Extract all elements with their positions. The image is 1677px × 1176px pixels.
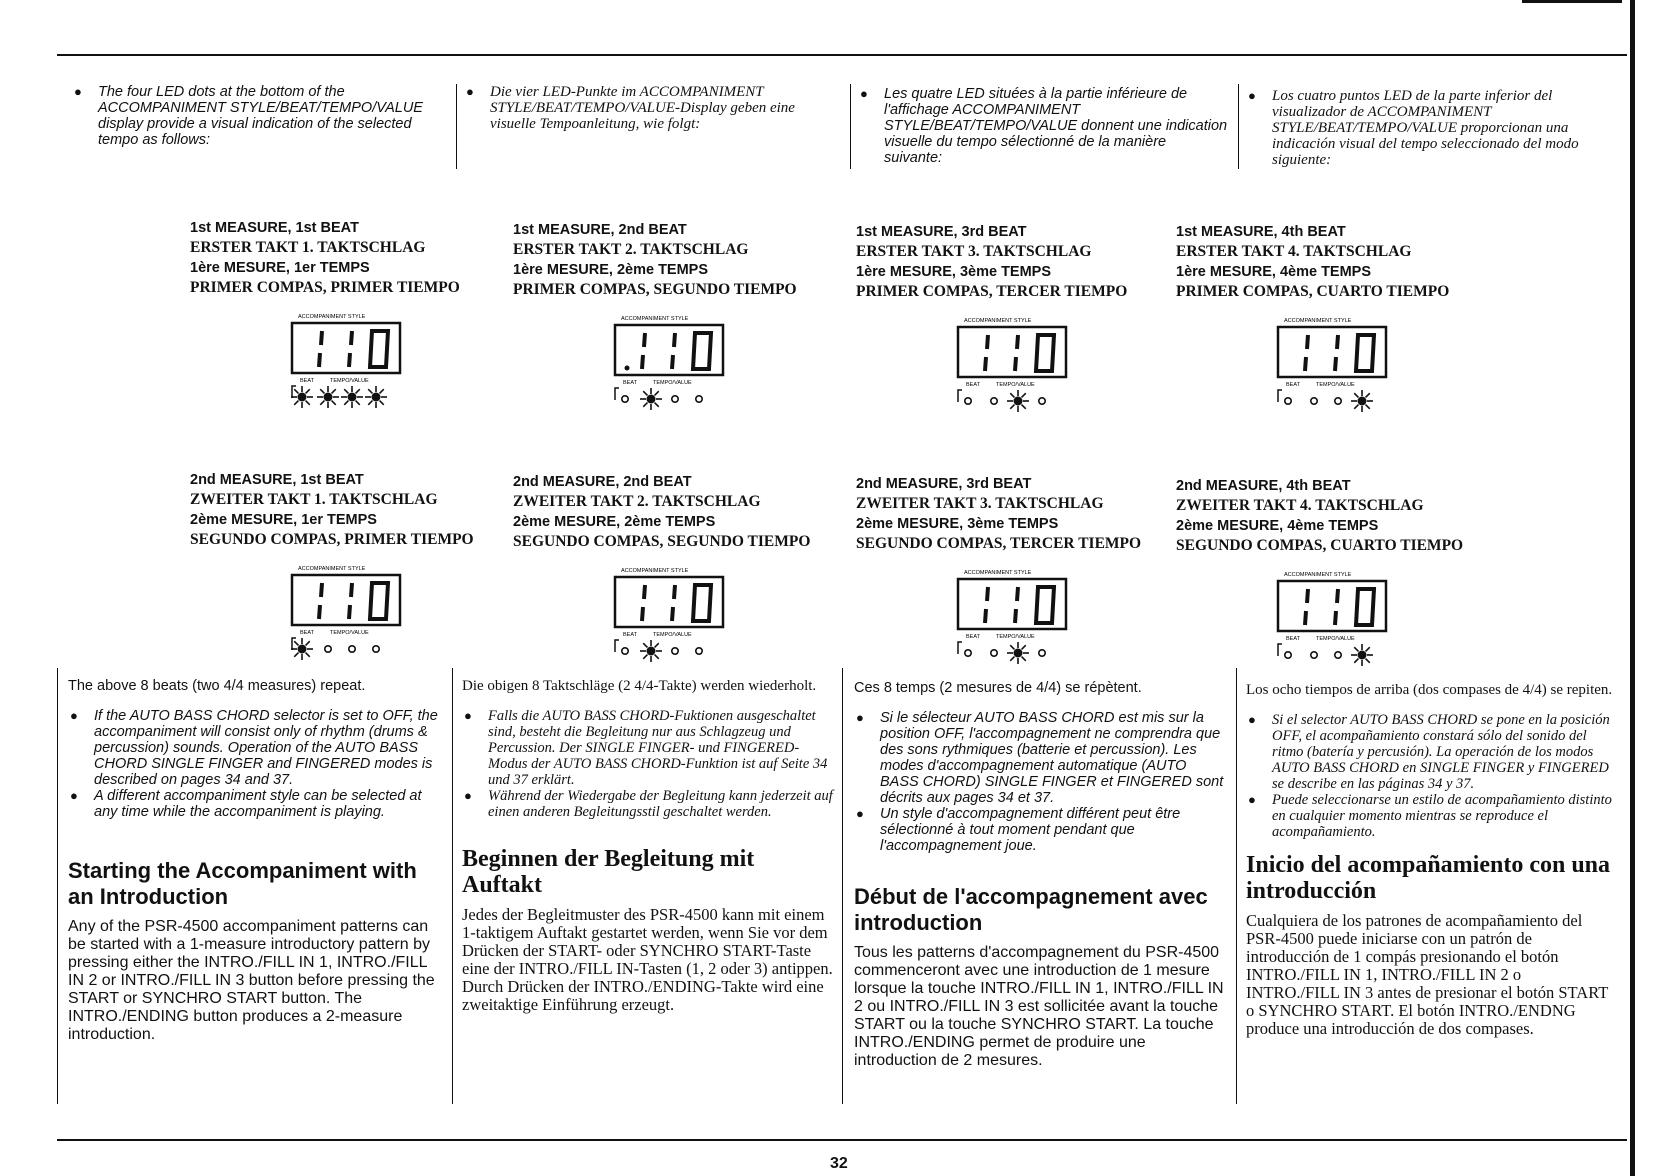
beat-caption bbox=[513, 472, 810, 552]
beat-caption-line: 1ère MESURE, 4ème TEMPS bbox=[1176, 264, 1372, 280]
led-display bbox=[613, 564, 753, 664]
tempo-label: TEMPO/VALUE bbox=[996, 634, 1035, 640]
led-lit bbox=[640, 388, 662, 410]
led-off bbox=[325, 646, 331, 652]
display-digit bbox=[1015, 335, 1018, 371]
top-rule bbox=[57, 54, 1627, 56]
display-digit bbox=[1305, 589, 1308, 625]
section-heading: Starting the Accompaniment with an Introduction bbox=[68, 858, 417, 909]
display-digit bbox=[985, 335, 988, 371]
beat-caption-line: 1ère MESURE, 2ème TEMPS bbox=[513, 262, 709, 278]
display-digit bbox=[1015, 587, 1018, 623]
led-lit bbox=[341, 386, 363, 408]
beat-bracket bbox=[615, 640, 619, 652]
display-digit bbox=[1356, 335, 1374, 371]
intro-fr bbox=[858, 86, 1228, 166]
beat-caption-line: SEGUNDO COMPAS, PRIMER TIEMPO bbox=[190, 531, 474, 548]
intro-text: ● The four LED dots at the bottom of the ACCOMPANIMENT STYLE/BEAT/TEMPO/VALUE display provide a visual indication of the selected tempo as follows: bbox=[72, 84, 450, 148]
led-display bbox=[290, 310, 430, 410]
beat-caption bbox=[856, 222, 1127, 302]
display-digit bbox=[642, 585, 645, 621]
column-de bbox=[462, 678, 834, 1014]
intro-separator bbox=[850, 84, 851, 169]
beat-caption-line: ZWEITER TAKT 2. TAKTSCHLAG bbox=[513, 493, 761, 510]
column-bullet: ● Puede seleccionarse un estilo de acompañamiento distinto en cualquier momento mientras se reproduce el acompañamiento. bbox=[1246, 792, 1616, 840]
beat-caption-line: ZWEITER TAKT 4. TAKTSCHLAG bbox=[1176, 497, 1424, 514]
led-lit bbox=[291, 386, 313, 408]
intro-en bbox=[72, 84, 450, 148]
column-en bbox=[68, 678, 444, 1044]
led-off bbox=[1311, 398, 1317, 404]
led-display bbox=[956, 566, 1096, 666]
led-off bbox=[1039, 398, 1045, 404]
intro-text: ● Les quatre LED situées à la partie inférieure de l'affichage ACCOMPANIMENT STYLE/BEAT/TEMPO/VALUE donnent une indication visuelle du tempo sélectionné de la manière suivante: bbox=[858, 86, 1228, 166]
led-off bbox=[1335, 652, 1341, 658]
led-display bbox=[1276, 314, 1416, 414]
beat-caption-line: 1st MEASURE, 4th BEAT bbox=[1176, 224, 1346, 240]
led-lit bbox=[291, 638, 313, 660]
led-lit bbox=[317, 386, 339, 408]
beat-caption bbox=[513, 220, 797, 300]
beat-label: BEAT bbox=[966, 634, 980, 640]
beat-caption-line: 2ème MESURE, 4ème TEMPS bbox=[1176, 518, 1379, 534]
display-digit bbox=[693, 585, 711, 621]
bottom-rule bbox=[57, 1139, 1627, 1141]
display-digit bbox=[349, 583, 352, 619]
led-off bbox=[965, 398, 971, 404]
led-display bbox=[1276, 568, 1416, 668]
section-heading: Début de l'accompagnement avec introduction bbox=[854, 884, 1208, 935]
beat-label: BEAT bbox=[966, 382, 980, 388]
display-label: ACCOMPANIMENT STYLE bbox=[298, 566, 366, 572]
beat-caption-line: 2nd MEASURE, 3rd BEAT bbox=[856, 476, 1032, 492]
beat-label: BEAT bbox=[300, 630, 314, 636]
display-label: ACCOMPANIMENT STYLE bbox=[964, 318, 1032, 324]
display-digit bbox=[1335, 335, 1338, 371]
section-heading: Beginnen der Begleitung mit Auftakt bbox=[462, 846, 755, 898]
intro-text: ● Los cuatro puntos LED de la parte inferior del visualizador de ACCOMPANIMENT STYLE/BEAT/TEMPO/VALUE proporcionan una indicación visual del tempo seleccionado del modo siguiente: bbox=[1246, 88, 1616, 168]
beat-caption-line: ZWEITER TAKT 1. TAKTSCHLAG bbox=[190, 491, 438, 508]
led-off bbox=[991, 398, 997, 404]
beat-caption-line: 2nd MEASURE, 2nd BEAT bbox=[513, 474, 692, 490]
display-label: ACCOMPANIMENT STYLE bbox=[298, 314, 366, 320]
section-body: Jedes der Begleitmuster des PSR-4500 kann mit einem 1-taktigem Auftakt gestartet werden, wenn Sie vor dem Drücken der START- oder SYNCHRO START-Taste eine der INTRO./FILL IN-Tasten (1, 2 oder 3) antippen. Durch Drücken der INTRO./ENDING-Takte wird eine zweitaktige Einführung erzeugt. bbox=[462, 905, 833, 1014]
beat-caption-line: ERSTER TAKT 4. TAKTSCHLAG bbox=[1176, 243, 1412, 260]
beat-caption-line: ERSTER TAKT 2. TAKTSCHLAG bbox=[513, 241, 749, 258]
tempo-label: TEMPO/VALUE bbox=[330, 378, 369, 384]
display-digit bbox=[319, 583, 322, 619]
display-digit bbox=[370, 331, 388, 367]
led-off bbox=[373, 646, 379, 652]
beat-caption-line: PRIMER COMPAS, CUARTO TIEMPO bbox=[1176, 283, 1450, 300]
page-number: 32 bbox=[830, 1155, 848, 1172]
led-off bbox=[622, 396, 628, 402]
led-off bbox=[672, 396, 678, 402]
beat-bracket bbox=[958, 390, 962, 402]
beat-caption-line: 2ème MESURE, 1er TEMPS bbox=[190, 512, 377, 528]
display-digit bbox=[672, 585, 675, 621]
led-off bbox=[696, 396, 702, 402]
led-off bbox=[1039, 650, 1045, 656]
led-off bbox=[1335, 398, 1341, 404]
top-right-rule bbox=[1522, 0, 1622, 3]
led-off bbox=[1285, 398, 1291, 404]
beat-label: BEAT bbox=[623, 380, 637, 386]
display-label: ACCOMPANIMENT STYLE bbox=[1284, 572, 1352, 578]
beat-caption-line: 2nd MEASURE, 1st BEAT bbox=[190, 472, 364, 488]
display-digit bbox=[1335, 589, 1338, 625]
column-separator bbox=[842, 668, 843, 1104]
column-es bbox=[1246, 682, 1616, 1038]
display-digit bbox=[1305, 335, 1308, 371]
beat-caption-line: PRIMER COMPAS, TERCER TIEMPO bbox=[856, 283, 1128, 300]
led-display bbox=[956, 314, 1096, 414]
column-separator bbox=[57, 668, 58, 1104]
beat-caption-line: 2nd MEASURE, 4th BEAT bbox=[1176, 478, 1351, 494]
led-off bbox=[1311, 652, 1317, 658]
tempo-label: TEMPO/VALUE bbox=[330, 630, 369, 636]
beat-bracket bbox=[1278, 644, 1282, 656]
led-display bbox=[613, 312, 753, 412]
column-lead: Die obigen 8 Taktschläge (2 4/4-Takte) werden wiederholt. bbox=[462, 678, 817, 694]
led-lit bbox=[1007, 642, 1029, 664]
column-bullet: ● Un style d'accompagnement différent peut être sélectionné à tout moment pendant que l'accompagnement joue. bbox=[854, 806, 1224, 854]
beat-caption bbox=[190, 470, 474, 550]
display-digit bbox=[985, 587, 988, 623]
display-digit bbox=[693, 333, 711, 369]
beat-bracket bbox=[1278, 390, 1282, 402]
display-digit bbox=[370, 583, 388, 619]
led-lit bbox=[365, 386, 387, 408]
led-off bbox=[349, 646, 355, 652]
beat-label: BEAT bbox=[1286, 382, 1300, 388]
led-lit bbox=[1351, 390, 1373, 412]
beat-caption-line: 1ère MESURE, 1er TEMPS bbox=[190, 260, 370, 276]
column-bullet: ● If the AUTO BASS CHORD selector is set to OFF, the accompaniment will consist only of rhythm (drums & percussion) sounds. Operation of the AUTO BASS CHORD SINGLE FINGER and FINGERED modes is described on pages 34 and 37. bbox=[68, 708, 444, 788]
beat-caption bbox=[856, 474, 1141, 554]
column-bullet: ● A different accompaniment style can be selected at any time while the accompaniment is playing. bbox=[68, 788, 444, 820]
section-body: Cualquiera de los patrones de acompañamiento del PSR-4500 puede iniciarse con un patrón de introducción de 1 compás presionando el botón INTRO./FILL IN 1, INTRO./FILL IN 2 o INTRO./FILL IN 3 antes de presionar el botón START o SYNCHRO START. El botón INTRO./ENDNG produce una introducción de dos compases. bbox=[1246, 911, 1609, 1038]
beat-caption bbox=[190, 218, 460, 298]
beat-caption-line: 2ème MESURE, 2ème TEMPS bbox=[513, 514, 716, 530]
column-lead: The above 8 beats (two 4/4 measures) repeat. bbox=[68, 678, 366, 694]
section-body: Tous les patterns d'accompagnement du PSR-4500 commenceront avec une introduction de 1 mesure lorsque la touche INTRO./FILL IN 1, INTRO./FILL IN 2 ou INTRO./FILL IN 3 est sollicitée avant la touche START ou la touche SYNCHRO START. La touche INTRO./ENDING permet de produire une introduction de 2 mesures. bbox=[854, 944, 1224, 1069]
led-off bbox=[696, 648, 702, 654]
tempo-label: TEMPO/VALUE bbox=[653, 632, 692, 638]
beat-caption-line: 1st MEASURE, 1st BEAT bbox=[190, 220, 359, 236]
column-separator bbox=[1236, 668, 1237, 1104]
column-bullet: ● Während der Wiedergabe der Begleitung kann jederzeit auf einen anderen Begleitungsstil geschaltet werden. bbox=[462, 788, 834, 820]
beat-caption-line: 1st MEASURE, 2nd BEAT bbox=[513, 222, 687, 238]
beat-caption-line: PRIMER COMPAS, PRIMER TIEMPO bbox=[190, 279, 460, 296]
display-digit bbox=[1356, 589, 1374, 625]
display-label: ACCOMPANIMENT STYLE bbox=[621, 316, 689, 322]
beat-caption-line: SEGUNDO COMPAS, TERCER TIEMPO bbox=[856, 535, 1142, 552]
led-off bbox=[1285, 652, 1291, 658]
display-decimal-point bbox=[625, 366, 630, 371]
display-digit bbox=[349, 331, 352, 367]
column-bullet: ● Si el selector AUTO BASS CHORD se pone en la posición OFF, el acompañamiento constará sólo del sonido del ritmo (batería y percusión). La operación de los modos AUTO BASS CHORD en SINGLE FINGER y FINGERED se describe en las páginas 34 y 37. bbox=[1246, 712, 1616, 792]
intro-de bbox=[464, 84, 844, 132]
beat-caption-line: ZWEITER TAKT 3. TAKTSCHLAG bbox=[856, 495, 1104, 512]
led-off bbox=[965, 650, 971, 656]
intro-es bbox=[1246, 88, 1616, 168]
beat-caption-line: ERSTER TAKT 3. TAKTSCHLAG bbox=[856, 243, 1092, 260]
beat-caption-line: PRIMER COMPAS, SEGUNDO TIEMPO bbox=[513, 281, 797, 298]
display-label: ACCOMPANIMENT STYLE bbox=[621, 568, 689, 574]
section-heading: Inicio del acompañamiento con una introducción bbox=[1246, 852, 1611, 904]
led-off bbox=[622, 648, 628, 654]
column-lead: Los ocho tiempos de arriba (dos compases de 4/4) se repiten. bbox=[1246, 682, 1613, 698]
display-digit bbox=[672, 333, 675, 369]
beat-caption bbox=[1176, 476, 1463, 556]
display-label: ACCOMPANIMENT STYLE bbox=[964, 570, 1032, 576]
column-separator bbox=[452, 668, 453, 1104]
tempo-label: TEMPO/VALUE bbox=[1316, 636, 1355, 642]
tempo-label: TEMPO/VALUE bbox=[996, 382, 1035, 388]
column-lead: Ces 8 temps (2 mesures de 4/4) se répètent. bbox=[854, 680, 1142, 696]
intro-separator bbox=[456, 84, 457, 169]
column-bullet: ● Falls die AUTO BASS CHORD-Fuktionen ausgeschaltet sind, besteht die Begleitung nur aus Schlagzeug und Percussion. Der SINGLE FINGER- und FINGERED-Modus der AUTO BASS CHORD-Funktion ist auf Seite 34 und 37 erklärt. bbox=[462, 708, 834, 788]
beat-caption-line: SEGUNDO COMPAS, CUARTO TIEMPO bbox=[1176, 537, 1464, 554]
column-bullet: ● Si le sélecteur AUTO BASS CHORD est mis sur la position OFF, l'accompagnement ne comprendra que des sons rythmiques (batterie et percussion). Les modes d'accompagnement automatique (AUTO BASS CHORD) SINGLE FINGER et FINGERED sont décrits aux pages 34 et 37. bbox=[854, 710, 1224, 806]
beat-label: BEAT bbox=[300, 378, 314, 384]
led-lit bbox=[1351, 644, 1373, 666]
intro-text: ● Die vier LED-Punkte im ACCOMPANIMENT STYLE/BEAT/TEMPO/VALUE-Display geben eine visuelle Tempoanleitung, wie folgt: bbox=[464, 84, 844, 132]
led-lit bbox=[640, 640, 662, 662]
intro-separator bbox=[1238, 84, 1239, 169]
beat-bracket bbox=[958, 642, 962, 654]
display-digit bbox=[1036, 587, 1054, 623]
display-digit bbox=[1036, 335, 1054, 371]
beat-caption-line: 1ère MESURE, 3ème TEMPS bbox=[856, 264, 1052, 280]
beat-caption-line: 2ème MESURE, 3ème TEMPS bbox=[856, 516, 1059, 532]
right-edge-bar bbox=[1630, 0, 1635, 1176]
tempo-label: TEMPO/VALUE bbox=[1316, 382, 1355, 388]
display-label: ACCOMPANIMENT STYLE bbox=[1284, 318, 1352, 324]
tempo-label: TEMPO/VALUE bbox=[653, 380, 692, 386]
led-display bbox=[290, 562, 430, 662]
beat-label: BEAT bbox=[1286, 636, 1300, 642]
beat-bracket bbox=[615, 388, 619, 400]
display-digit bbox=[642, 333, 645, 369]
beat-label: BEAT bbox=[623, 632, 637, 638]
beat-caption-line: SEGUNDO COMPAS, SEGUNDO TIEMPO bbox=[513, 533, 811, 550]
led-off bbox=[672, 648, 678, 654]
section-body: Any of the PSR-4500 accompaniment patterns can be started with a 1-measure introductory pattern by pressing either the INTRO./FILL IN 1, INTRO./FILL IN 2 or INTRO./FILL IN 3 button before pressing the START or SYNCHRO START button. The INTRO./ENDING button produces a 2-measure introduction. bbox=[68, 918, 435, 1043]
led-off bbox=[991, 650, 997, 656]
led-lit bbox=[1007, 390, 1029, 412]
display-digit bbox=[319, 331, 322, 367]
beat-caption-line: ERSTER TAKT 1. TAKTSCHLAG bbox=[190, 239, 426, 256]
beat-caption bbox=[1176, 222, 1449, 302]
beat-caption-line: 1st MEASURE, 3rd BEAT bbox=[856, 224, 1027, 240]
column-fr bbox=[854, 680, 1224, 1070]
